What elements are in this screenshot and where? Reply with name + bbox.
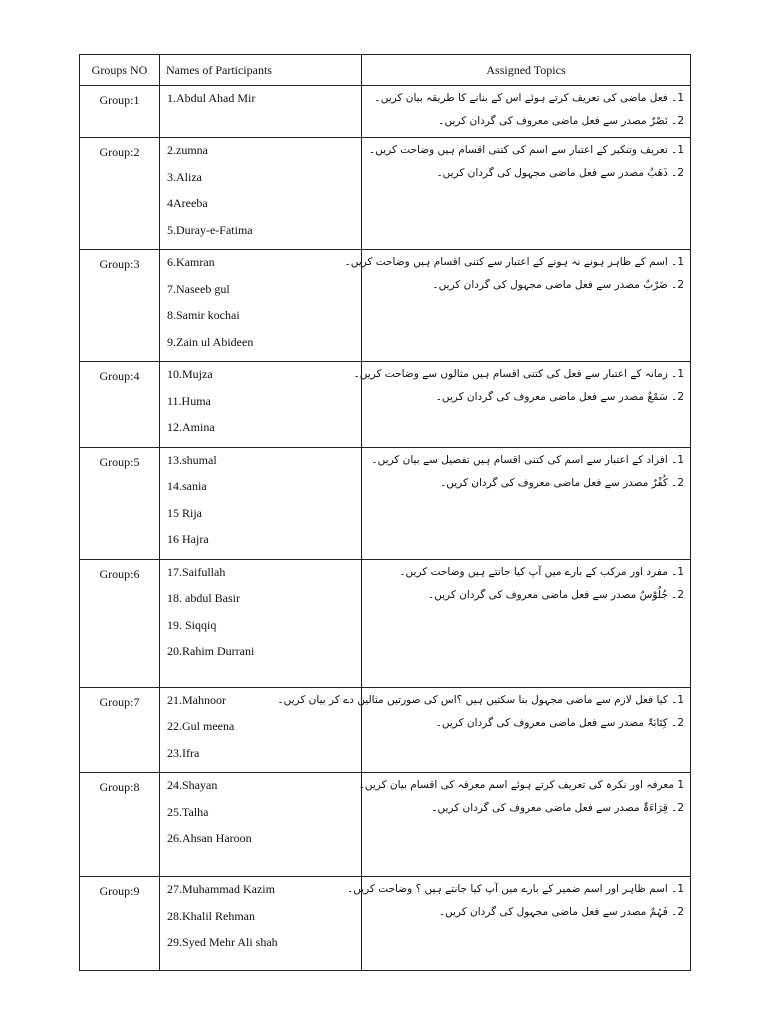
topics-cell: [277, 687, 691, 773]
participant-name: 3.Aliza: [167, 169, 202, 184]
table-row: [80, 86, 691, 138]
assigned-topic: 2۔ ذَهَبٌ مصدر سے فعل ماضی مجہول کی گردان کریں۔: [436, 167, 684, 179]
participant-name: 1.Abdul Ahad Mir: [167, 91, 256, 105]
participant-name: 19. Siqqiq: [167, 617, 217, 632]
participant-name: 11.Huma: [167, 393, 211, 408]
participant-name: 25.Talha: [167, 804, 209, 819]
participant-name: 23.Ifra: [167, 745, 200, 760]
topics-cell: [344, 250, 691, 362]
participants-cell: [160, 559, 362, 687]
participant-name: 17.Saifullah: [167, 564, 226, 579]
topics-cell: [353, 362, 691, 448]
assigned-topic: 2۔ کِتَابَۃٌ مصدر سے فعل ماضی معروف کی گردان کریں۔: [435, 716, 684, 729]
table-row: [80, 687, 691, 773]
participants-cell: [160, 138, 362, 250]
topics-cell: [358, 773, 691, 877]
group-label: Group:9: [80, 877, 160, 971]
participants-cell: [160, 250, 362, 362]
participant-name: 18. abdul Basir: [167, 591, 240, 605]
participant-name: 14.sania: [167, 479, 207, 493]
group-label: Group:1: [80, 86, 160, 138]
participant-name: 4Areeba: [167, 196, 208, 210]
group-label: Group:3: [80, 250, 160, 362]
topics-cell: [362, 559, 691, 687]
assigned-topic: 2۔ کُفْرٌ مصدر سے فعل ماضی معروف کی گردان کریں۔: [440, 476, 684, 489]
topics-cell: [362, 86, 691, 138]
participant-name: 21.Mahnoor: [167, 692, 226, 707]
table-row: [80, 447, 691, 559]
assigned-topic: 1۔ اسم ظاہر اور اسم ضمیر کے بارے میں آپ کیا جانتے ہیں ؟ وضاحت کریں۔: [347, 883, 684, 895]
topics-cell: [347, 877, 691, 971]
group-label: Group:4: [80, 362, 160, 448]
participants-table: [79, 54, 691, 971]
assigned-topic: 1۔ فعل ماضی کی تعریف کرتے ہوئے اس کے بنانے کا طریقہ بیان کریں۔: [374, 92, 684, 104]
participant-name: 29.Syed Mehr Ali shah: [167, 935, 278, 949]
participant-name: 8.Samir kochai: [167, 308, 240, 322]
assigned-topic: 1۔ مفرد اور مرکب کے بارے میں آپ کیا جانتے ہیں وضاحت کریں۔: [399, 565, 684, 578]
participant-name: 5.Duray-e-Fatima: [167, 222, 253, 237]
header-names: Names of Participants: [160, 55, 362, 86]
assigned-topic: 2۔ جُلُوْسٌ مصدر سے فعل ماضی معروف کی گردان کریں۔: [427, 588, 684, 601]
group-label: Group:7: [80, 687, 160, 773]
assigned-topic: 2۔ ضَرْبٌ مصدر سے فعل ماضی مجہول کی گردان کریں۔: [432, 279, 684, 291]
participants-cell: [160, 447, 362, 559]
table-row: [80, 877, 691, 971]
participant-name: 2.zumna: [167, 143, 208, 157]
assigned-topic: 2۔ سَمْعٌ مصدر سے فعل ماضی معروف کی گردان کریں۔: [435, 391, 684, 403]
table-row: [80, 773, 691, 877]
assigned-topic: 1 معرفہ اور نکرہ کی تعریف کرتے ہوئے اسم معرفہ کی اقسام بیان کریں۔: [358, 779, 684, 791]
participants-cell: [160, 86, 362, 138]
assigned-topic: 2۔ قِرَاءَۃٌ مصدر سے فعل ماضی معروف کی گردان کریں۔: [431, 802, 684, 814]
participant-name: 27.Muhammad Kazim: [167, 882, 275, 896]
table-row: [80, 250, 691, 362]
assigned-topic: 1۔ افراد کے اعتبار سے اسم کی کتنی اقسام ہیں تفصیل سے بیان کریں۔: [371, 453, 684, 466]
participant-name: 7.Naseeb gul: [167, 281, 230, 296]
participant-name: 28.Khalil Rehman: [167, 908, 255, 923]
assigned-topic: 2۔ فَہْمٌ مصدر سے فعل ماضی مجہول کی گردان کریں۔: [438, 906, 684, 918]
participant-name: 16 Hajra: [167, 532, 209, 546]
assigned-topic: 1۔ اسم کے ظاہر ہونے نہ ہونے کے اعتبار سے کتنی اقسام ہیں وضاحت کریں۔: [344, 256, 684, 268]
group-label: Group:2: [80, 138, 160, 250]
table-row: [80, 559, 691, 687]
header-topics: Assigned Topics: [362, 55, 691, 86]
participant-name: 15 Rija: [167, 505, 202, 520]
participant-name: 20.Rahim Durrani: [167, 644, 255, 658]
group-label: Group:6: [80, 559, 160, 687]
table-row: [80, 138, 691, 250]
participants-cell: [160, 877, 362, 971]
participant-name: 24.Shayan: [167, 778, 218, 792]
participants-cell: [160, 773, 362, 877]
group-label: Group:8: [80, 773, 160, 877]
header-row: [80, 55, 691, 86]
participant-name: 13.shumal: [167, 452, 217, 467]
topics-cell: [362, 138, 691, 250]
assigned-topic: 1۔ تعریف وتنکیر کے اعتبار سے اسم کی کتنی اقسام ہیں وضاحت کریں۔: [369, 144, 684, 156]
participant-name: 22.Gul meena: [167, 719, 235, 733]
assigned-topic: 1۔ کیا فعل لازم سے ماضی مجہول بنا سکتیں ہیں ؟اس کی صورتیں مثالیں دے کر بیان کریں۔: [277, 693, 684, 706]
participant-name: 10.Mujza: [167, 367, 213, 381]
assigned-topic: 2۔ نَصْرٌ مصدر سے فعل ماضی معروف کی گردان کریں۔: [438, 115, 684, 127]
assigned-topic: 1۔ زمانہ کے اعتبار سے فعل کی کتنی اقسام ہیں مثالوں سے وضاحت کریں۔: [353, 368, 684, 380]
participant-name: 6.Kamran: [167, 255, 215, 269]
group-label: Group:5: [80, 447, 160, 559]
participant-name: 26.Ahsan Haroon: [167, 831, 252, 845]
topics-cell: [362, 447, 691, 559]
participant-name: 9.Zain ul Abideen: [167, 334, 254, 349]
participant-name: 12.Amina: [167, 420, 215, 434]
header-groups: Groups NO: [80, 55, 160, 86]
participants-cell: [160, 362, 362, 448]
table-row: [80, 362, 691, 448]
